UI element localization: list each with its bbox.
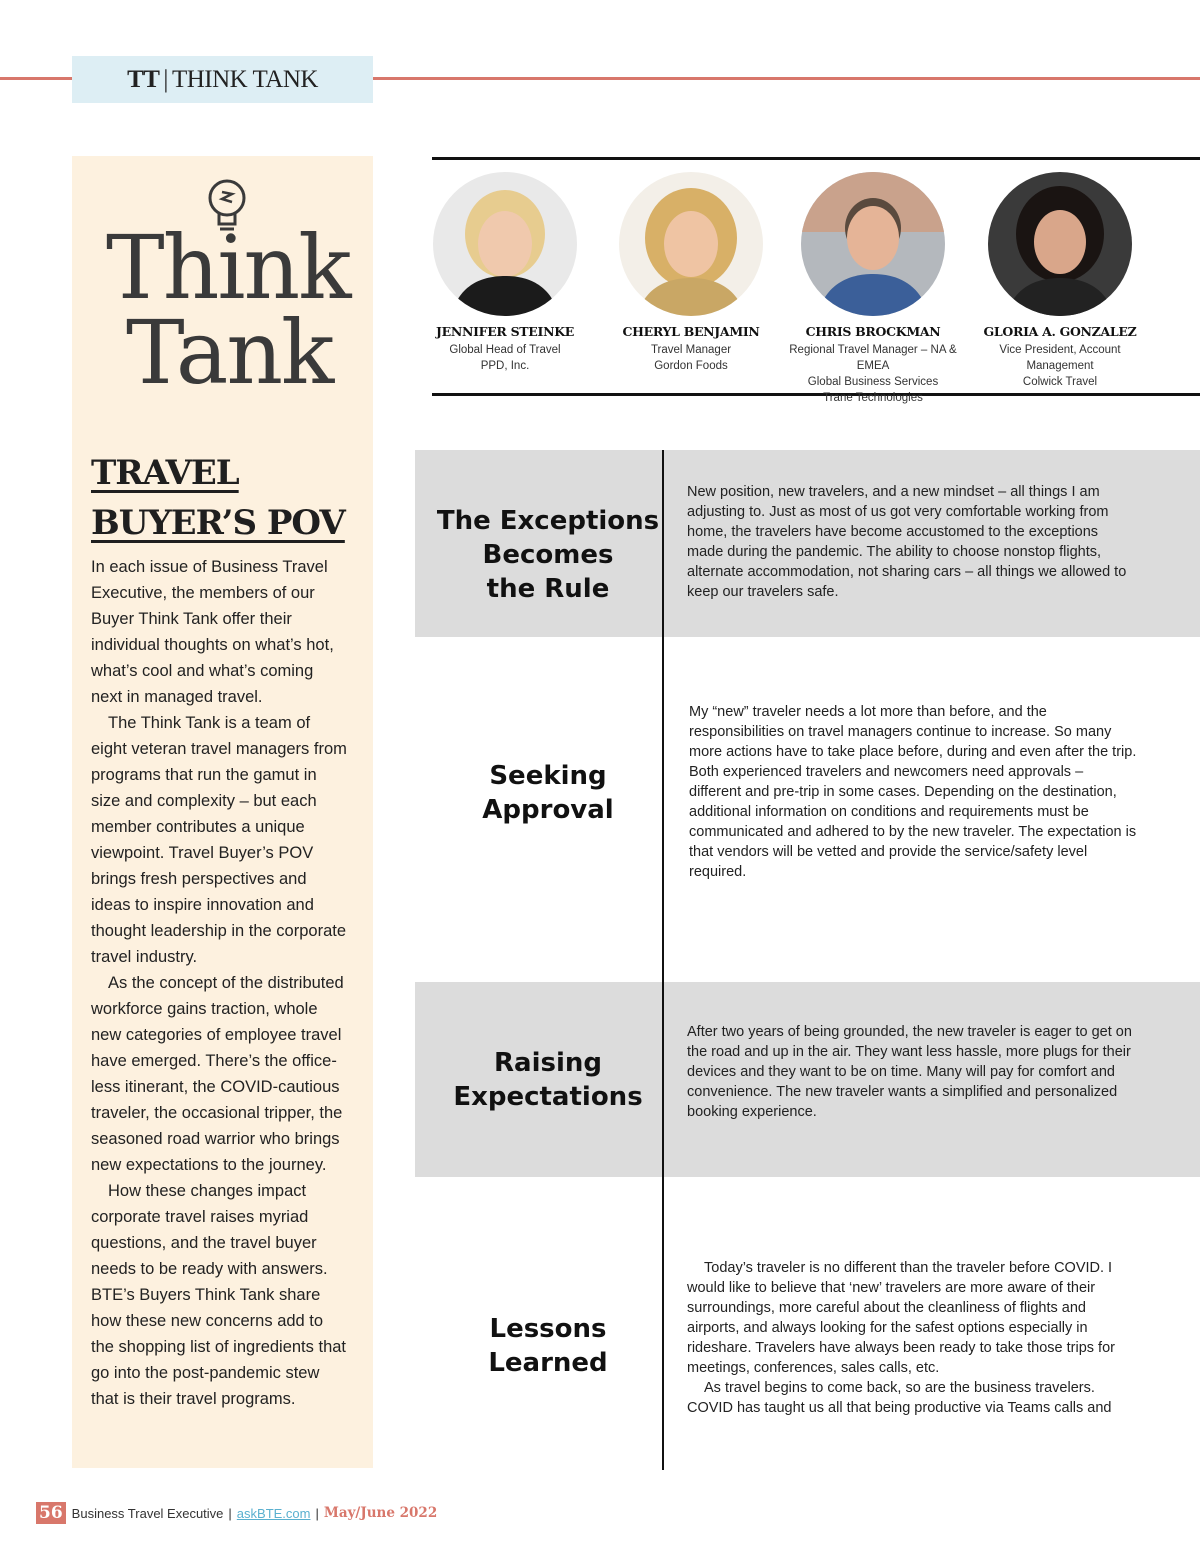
pov-intro bbox=[91, 554, 347, 1412]
row-topic bbox=[420, 759, 676, 827]
member-photo bbox=[433, 172, 577, 316]
sidebar bbox=[72, 156, 373, 1468]
topic-line: Becomes bbox=[482, 540, 614, 570]
member-name: GLORIA A. GONZALEZ bbox=[983, 324, 1137, 339]
pov-title-line1: TRAVEL bbox=[91, 453, 239, 493]
row-answer bbox=[687, 482, 1137, 602]
row-topic bbox=[420, 1046, 676, 1114]
member-role-line: Trane Technologies bbox=[823, 392, 923, 404]
member-role-line: PPD, Inc. bbox=[480, 360, 530, 372]
member-photo bbox=[801, 172, 945, 316]
member-role-line: Vice President, Account bbox=[999, 344, 1121, 356]
topic-line: the Rule bbox=[486, 574, 610, 604]
footer-separator: | bbox=[315, 1505, 319, 1521]
pov-paragraph: In each issue of Business Travel Executive, the members of our Buyer Think Tank offer their individual thoughts on what’s hot, what’s cool and what’s coming next in managed travel. bbox=[91, 558, 334, 706]
member-jennifer-steinke bbox=[405, 172, 605, 374]
footer-separator: | bbox=[228, 1505, 232, 1521]
site-link[interactable]: askBTE.com bbox=[236, 1505, 311, 1521]
row-topic bbox=[420, 1312, 676, 1380]
pov-title bbox=[91, 448, 361, 548]
member-cheryl-benjamin bbox=[591, 172, 791, 374]
member-role bbox=[591, 342, 791, 374]
answer-paragraph: As travel begins to come back, so are the business travelers. COVID has taught us all that being productive via Teams calls and bbox=[687, 1380, 1112, 1416]
member-role-line: Travel Manager bbox=[650, 344, 732, 356]
member-role-line: Regional Travel Manager – NA & EMEA bbox=[789, 344, 957, 372]
member-name: CHERYL BENJAMIN bbox=[622, 324, 760, 339]
header-rule-left bbox=[0, 77, 72, 80]
row-answer bbox=[687, 1258, 1137, 1418]
page-number: 56 bbox=[36, 1502, 66, 1524]
publication-name: Business Travel Executive bbox=[71, 1505, 224, 1521]
answer-paragraph: After two years of being grounded, the new traveler is eager to get on the road and up in the air. They want less hassle, more plugs for their devices and they want to be on time. Many will pay for comfort and convenience. The new traveler wants a simplified and personalized booking experience. bbox=[687, 1024, 1132, 1120]
topic-line: Lessons bbox=[489, 1314, 607, 1344]
member-photo bbox=[988, 172, 1132, 316]
topic-line: Seeking bbox=[489, 761, 607, 791]
section-header bbox=[72, 56, 373, 103]
think-tank-logo bbox=[90, 174, 370, 404]
topic-line: Expectations bbox=[453, 1082, 643, 1112]
member-role-line: Global Business Services bbox=[807, 376, 939, 388]
logo-tank: Tank bbox=[126, 301, 333, 404]
answer-paragraph: Today’s traveler is no different than the traveler before COVID. I would like to believe that ‘new’ travelers are more aware of their surroundings, more careful about the cleanliness of flights and airports, and always looking for the safest options especially in rideshare. Travelers have always been ready to take those trips for meetings, conferences, sales calls, etc. bbox=[687, 1260, 1115, 1376]
member-role bbox=[960, 342, 1160, 390]
pov-paragraph: The Think Tank is a team of eight veteran travel managers from programs that run the gamut in size and complexity – but each member contributes a unique viewpoint. Travel Buyer’s POV brings fresh perspectives and ideas to inspire innovation and thought leadership in the corporate travel industry. bbox=[91, 714, 347, 966]
header-rule-right bbox=[373, 77, 1200, 80]
topic-line: The Exceptions bbox=[436, 506, 660, 536]
section-tag-separator: | bbox=[163, 65, 168, 93]
member-role-line: Colwick Travel bbox=[1022, 376, 1098, 388]
topic-line: Raising bbox=[494, 1048, 602, 1078]
topic-line: Approval bbox=[482, 795, 614, 825]
member-photo bbox=[619, 172, 763, 316]
pov-paragraph: How these changes impact corporate travel raises myriad questions, and the travel buyer needs to be ready with answers. BTE’s Buyers Think Tank share how these new concerns add to the shopping list of ingredients that go into the post-pandemic stew that is their travel programs. bbox=[91, 1182, 347, 1408]
logo-think: Think bbox=[106, 216, 350, 319]
member-role bbox=[405, 342, 605, 374]
member-name: JENNIFER STEINKE bbox=[435, 324, 574, 339]
row-answer bbox=[689, 702, 1139, 882]
panel-rule-top bbox=[432, 157, 1200, 160]
pov-title-line2: BUYER’S POV bbox=[91, 503, 345, 543]
member-chris-brockman bbox=[773, 172, 973, 406]
member-gloria-gonzalez bbox=[960, 172, 1160, 390]
issue-date: May/June 2022 bbox=[323, 1505, 438, 1521]
member-role-line: Management bbox=[1026, 360, 1094, 372]
answer-paragraph: New position, new travelers, and a new mindset – all things I am adjusting to. Just as most of us got very comfortable working from home, the travelers have become accustomed to the exceptions made during the pandemic. The ability to choose nonstop flights, alternate accommodation, not sharing cars – all things we allowed to keep our travelers safe. bbox=[687, 484, 1127, 600]
row-topic bbox=[420, 504, 676, 606]
member-role bbox=[773, 342, 973, 406]
member-role-line: Gordon Foods bbox=[654, 360, 728, 372]
pov-paragraph: As the concept of the distributed workforce gains traction, whole new categories of employee travel have emerged. There’s the office-less itinerant, the COVID-cautious traveler, the occasional tripper, the seasoned road warrior who brings new expectations to the journey. bbox=[91, 974, 344, 1174]
answer-paragraph: My “new” traveler needs a lot more than before, and the responsibilities on travel managers continue to increase. So many more actions have to take place before, during and even after the trip. Both experienced travelers and newcomers need approvals – different and pre-trip in some cases. Depending on the destination, additional information on conditions and requirements must be communicated and adhered to by the new traveler. The expectation is that vendors will be vetted and provide the service/safety level required. bbox=[689, 704, 1137, 880]
page-footer bbox=[36, 1500, 437, 1526]
member-role-line: Global Head of Travel bbox=[449, 344, 561, 356]
section-tag-abbrev: TT bbox=[127, 65, 160, 93]
topic-line: Learned bbox=[488, 1348, 608, 1378]
row-answer bbox=[687, 1022, 1137, 1122]
member-name: CHRIS BROCKMAN bbox=[805, 324, 941, 339]
section-tag: THINK TANK bbox=[171, 65, 318, 93]
